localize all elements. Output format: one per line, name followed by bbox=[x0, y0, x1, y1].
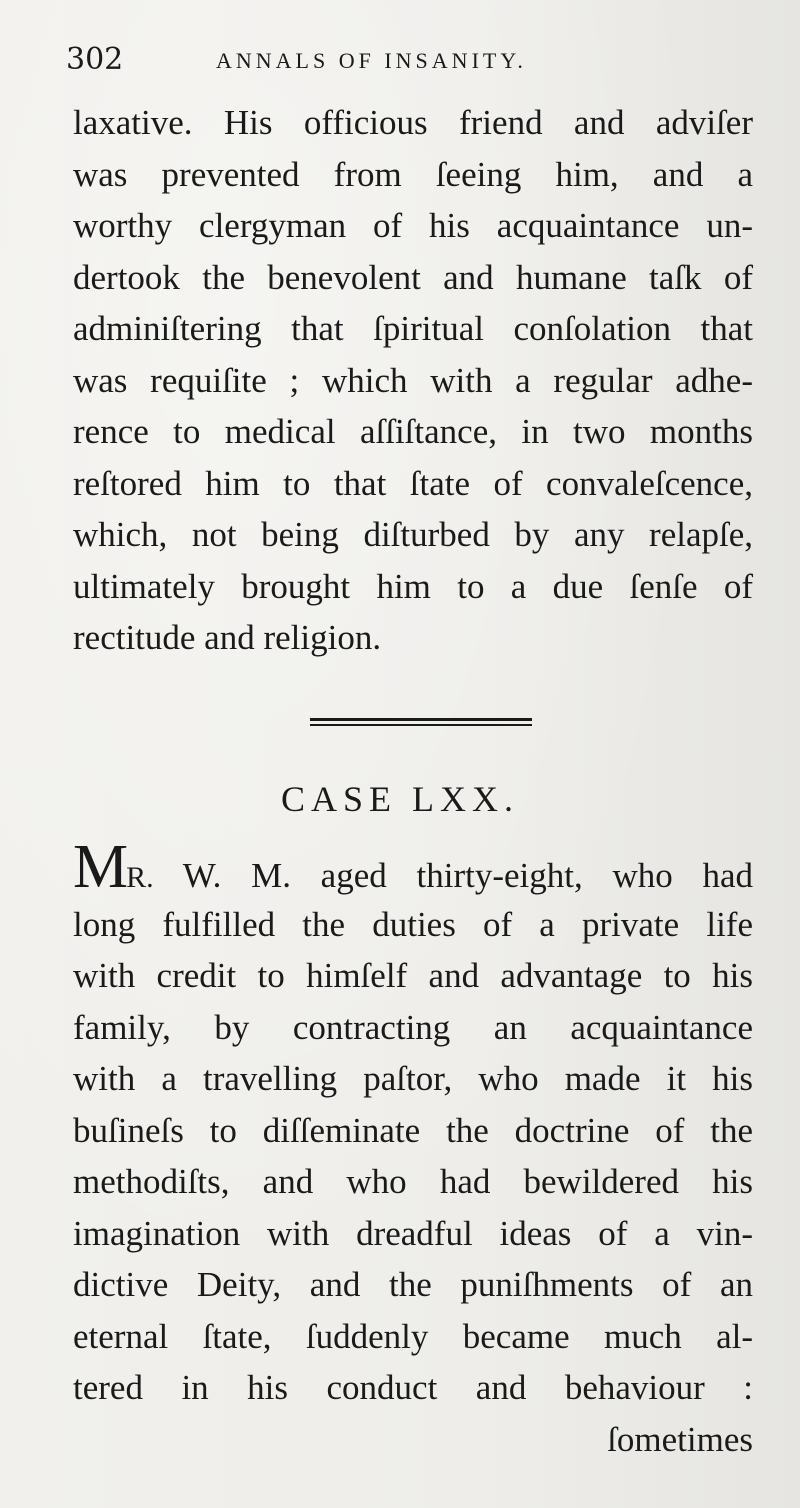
catchword: ſometimes bbox=[607, 1419, 753, 1459]
rule-thick-line bbox=[310, 718, 532, 721]
text-line: imagination with dreadful ideas of a vin- bbox=[73, 1213, 753, 1253]
case-paragraph bbox=[73, 833, 753, 1465]
case-heading: CASE LXX. bbox=[280, 779, 519, 819]
text-line: methodiſts, and who had bewildered his bbox=[73, 1162, 753, 1201]
page-number: 302 bbox=[66, 42, 124, 77]
rule-thin-line bbox=[310, 724, 532, 726]
text-line: with credit to himſelf and advantage to his bbox=[73, 956, 753, 995]
text-line: dictive Deity, and the puniſhments of an bbox=[73, 1265, 753, 1304]
text-line: eternal ſtate, ſuddenly became much al- bbox=[73, 1316, 753, 1356]
text-line: was requiſite ; which with a regular adhe- bbox=[73, 360, 753, 400]
text-line: with a travelling paſtor, who made it his bbox=[73, 1059, 753, 1098]
text-line: reſtored him to that ſtate of convaleſcence, bbox=[73, 463, 753, 503]
text-line: family, by contracting an acquaintance bbox=[73, 1007, 753, 1047]
text-line: laxative. His officious friend and adviſer bbox=[73, 103, 753, 142]
text-line: ultimately brought him to a due ſenſe of bbox=[73, 566, 753, 606]
page-header bbox=[66, 42, 756, 82]
text-line: tered in his conduct and behaviour : bbox=[73, 1368, 753, 1407]
small-caps-text: R. bbox=[126, 861, 154, 894]
drop-cap: M bbox=[73, 833, 127, 901]
paragraph-continuation bbox=[73, 97, 753, 664]
section-divider-rule bbox=[310, 718, 532, 726]
text-line: worthy clergyman of his acquaintance un- bbox=[73, 206, 753, 245]
text-line: was prevented from ſeeing him, and a bbox=[73, 154, 753, 194]
text-line: adminiſtering that ſpiritual conſolation that bbox=[73, 309, 753, 348]
text-line: rectitude and religion. bbox=[73, 618, 382, 657]
first-line-text: W. M. aged thirty-eight, who had bbox=[153, 856, 753, 895]
running-head: ANNALS OF INSANITY. bbox=[216, 48, 527, 73]
text-line-first bbox=[73, 833, 753, 901]
text-line: rence to medical aſſiſtance, in two months bbox=[73, 412, 753, 451]
text-line: dertook the benevolent and humane taſk of bbox=[73, 257, 753, 297]
text-line: long fulfilled the duties of a private life bbox=[73, 904, 753, 944]
text-line: which, not being diſturbed by any relapſe, bbox=[73, 515, 753, 554]
text-line: buſineſs to diſſeminate the doctrine of the bbox=[73, 1110, 753, 1150]
